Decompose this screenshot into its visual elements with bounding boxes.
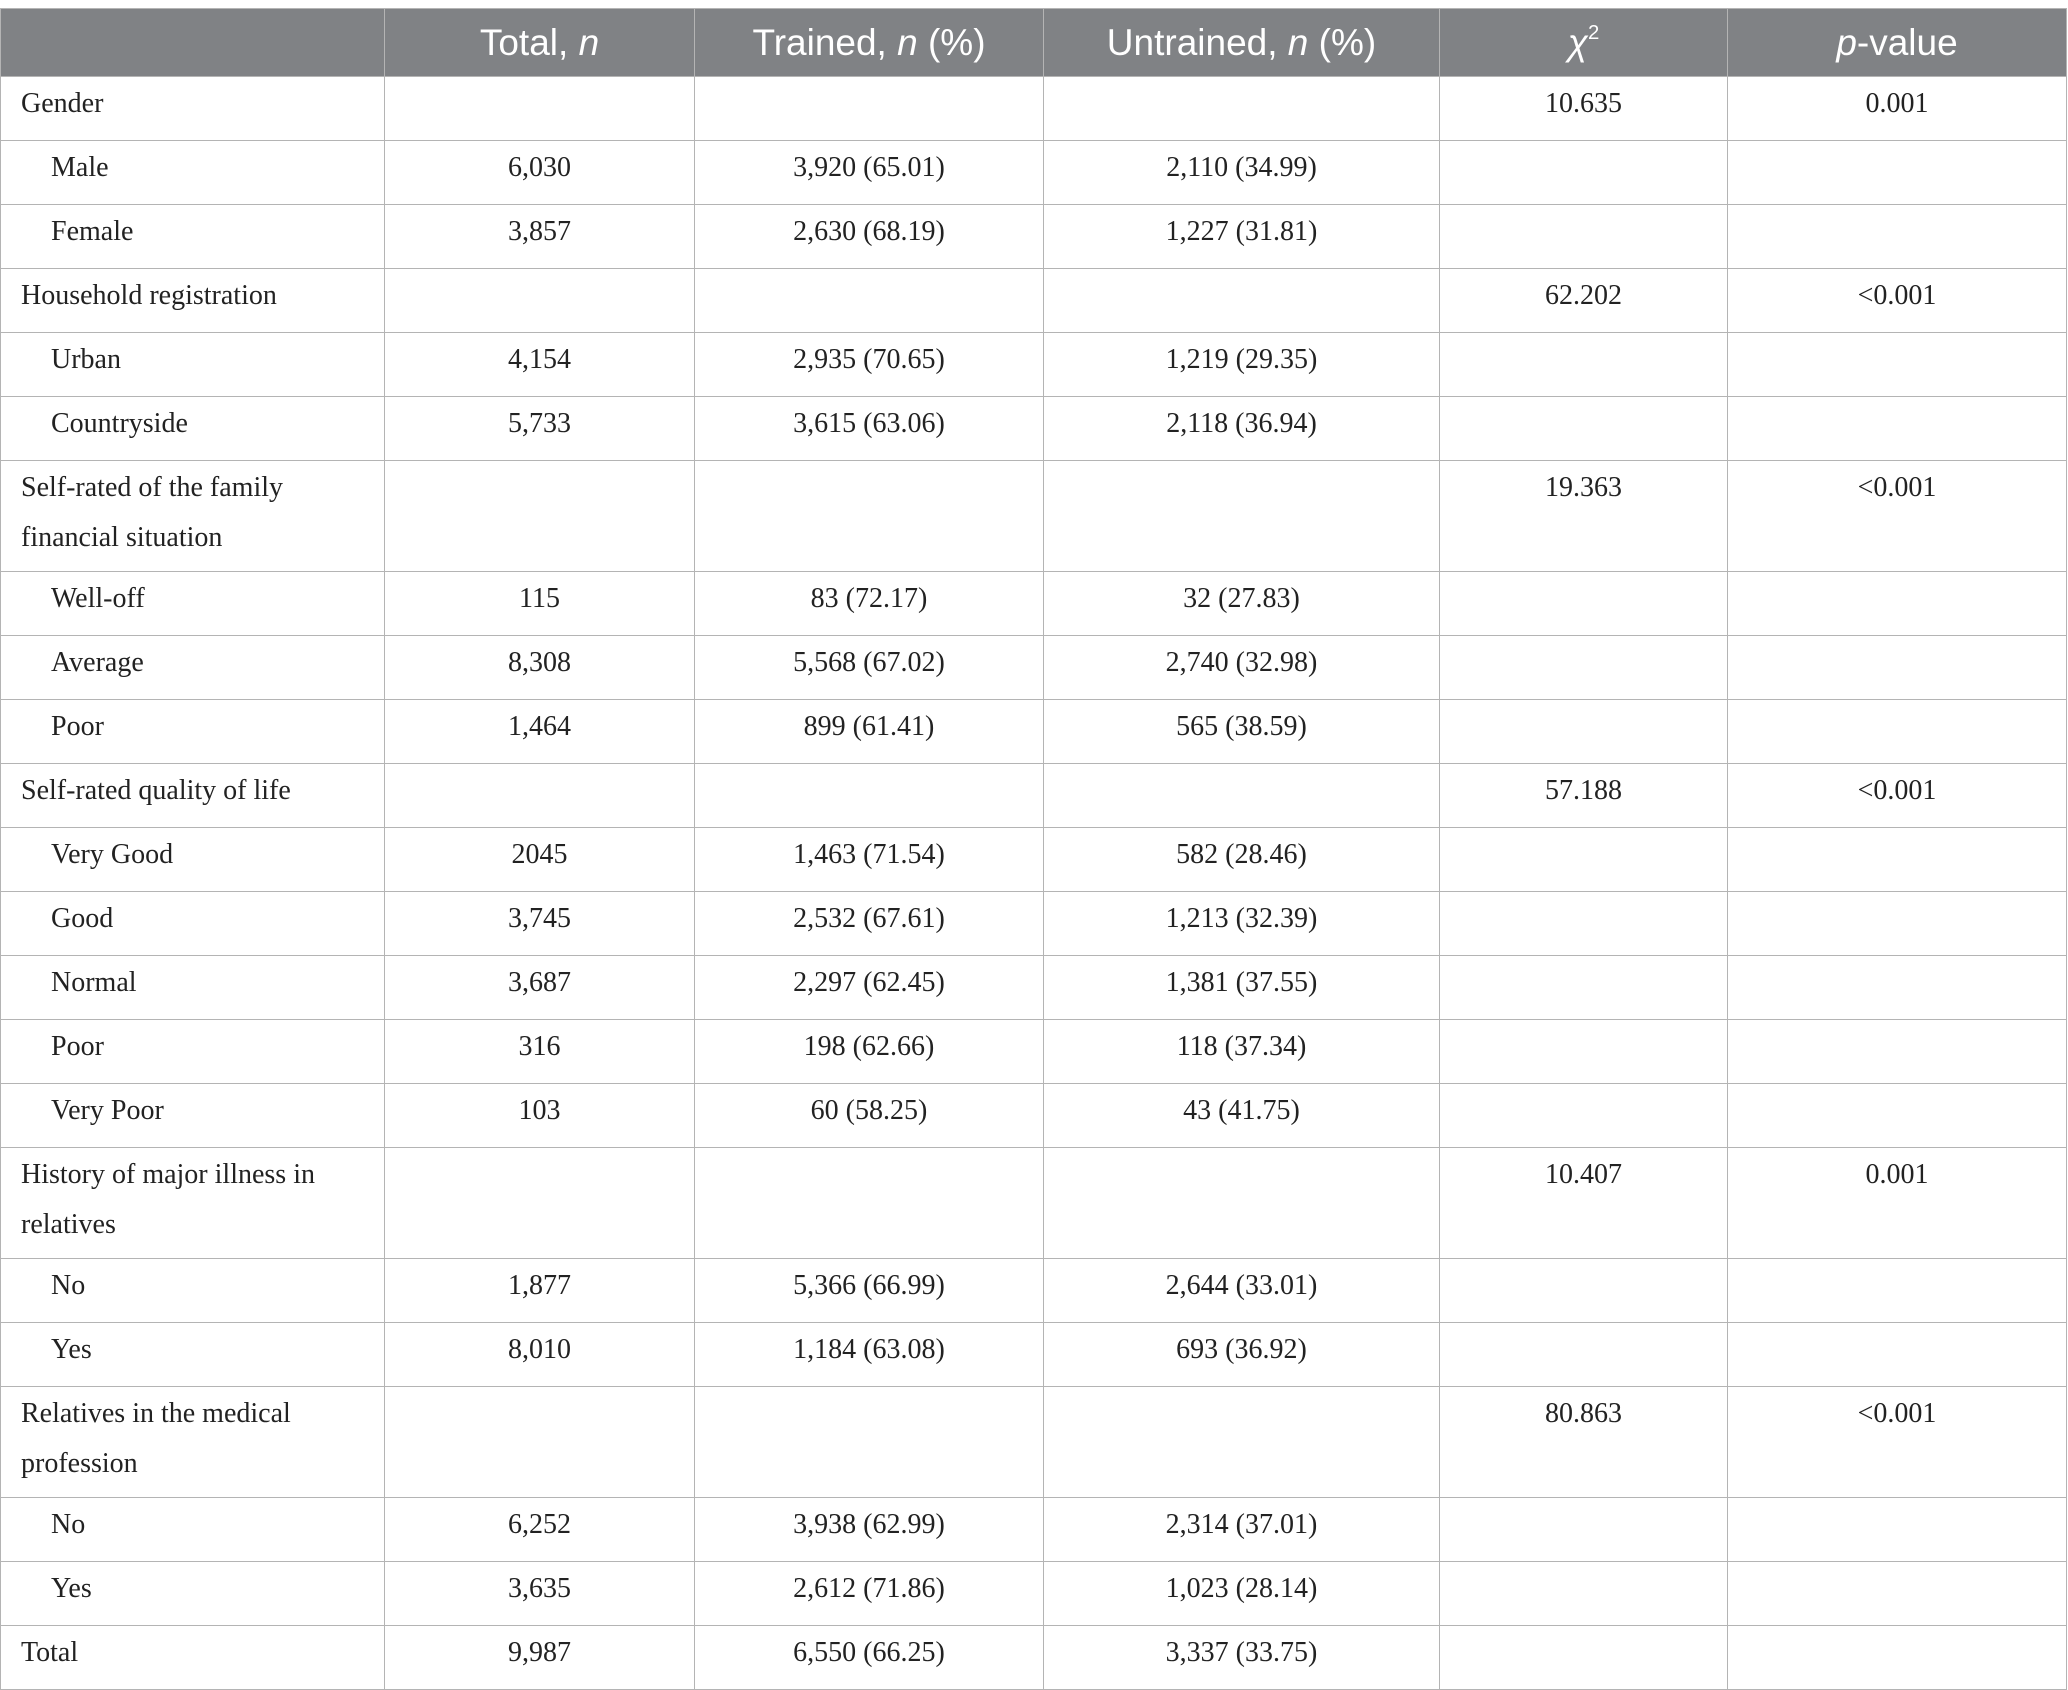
table-row xyxy=(1,764,2067,828)
table-row xyxy=(1,1498,2067,1562)
cell-p: 0.001 xyxy=(1728,77,2067,141)
header-untrained-text: Untrained, xyxy=(1106,21,1288,63)
cell-trained: 6,550 (66.25) xyxy=(695,1626,1044,1690)
cell-untrained: 2,314 (37.01) xyxy=(1044,1498,1440,1562)
cell-p xyxy=(1728,1259,2067,1323)
header-trained-n: n xyxy=(897,21,918,63)
cell-chi2 xyxy=(1440,1084,1728,1148)
cell-label: Very Good xyxy=(1,828,385,892)
cell-trained: 2,297 (62.45) xyxy=(695,956,1044,1020)
cell-total: 5,733 xyxy=(385,397,695,461)
header-row xyxy=(1,9,2067,77)
cell-p xyxy=(1728,700,2067,764)
cell-total: 3,745 xyxy=(385,892,695,956)
cell-chi2 xyxy=(1440,828,1728,892)
cell-chi2 xyxy=(1440,956,1728,1020)
cell-total: 103 xyxy=(385,1084,695,1148)
table-row xyxy=(1,1148,2067,1259)
cell-label: Average xyxy=(1,636,385,700)
cell-untrained: 565 (38.59) xyxy=(1044,700,1440,764)
cell-untrained: 43 (41.75) xyxy=(1044,1084,1440,1148)
table-row xyxy=(1,828,2067,892)
cell-trained: 3,615 (63.06) xyxy=(695,397,1044,461)
cell-p: 0.001 xyxy=(1728,1148,2067,1259)
cell-untrained xyxy=(1044,764,1440,828)
cell-untrained: 2,740 (32.98) xyxy=(1044,636,1440,700)
cell-p xyxy=(1728,956,2067,1020)
cell-trained xyxy=(695,1387,1044,1498)
cell-untrained: 1,213 (32.39) xyxy=(1044,892,1440,956)
cell-label: Female xyxy=(1,205,385,269)
cell-untrained: 2,110 (34.99) xyxy=(1044,141,1440,205)
cell-untrained: 32 (27.83) xyxy=(1044,572,1440,636)
table-row xyxy=(1,205,2067,269)
cell-label: Urban xyxy=(1,333,385,397)
cell-trained: 2,612 (71.86) xyxy=(695,1562,1044,1626)
table-row xyxy=(1,1626,2067,1690)
table-row xyxy=(1,1084,2067,1148)
cell-total xyxy=(385,269,695,333)
cell-p: <0.001 xyxy=(1728,1387,2067,1498)
table-row xyxy=(1,77,2067,141)
header-total-n: n xyxy=(578,21,600,63)
cell-label: Yes xyxy=(1,1323,385,1387)
cell-total xyxy=(385,1387,695,1498)
header-total-text: Total, xyxy=(479,21,579,63)
table-row xyxy=(1,1259,2067,1323)
cell-untrained xyxy=(1044,461,1440,572)
cell-chi2 xyxy=(1440,205,1728,269)
cell-total xyxy=(385,77,695,141)
cell-label: Normal xyxy=(1,956,385,1020)
cell-label: Self-rated of the family financial situation xyxy=(1,461,385,572)
cell-p xyxy=(1728,1626,2067,1690)
cell-label: Male xyxy=(1,141,385,205)
cell-label: Self-rated quality of life xyxy=(1,764,385,828)
cell-total: 4,154 xyxy=(385,333,695,397)
cell-total: 6,030 xyxy=(385,141,695,205)
cell-label: Poor xyxy=(1,1020,385,1084)
cell-untrained xyxy=(1044,1387,1440,1498)
cell-label: Total xyxy=(1,1626,385,1690)
header-blank-cell xyxy=(1,9,385,77)
cell-untrained: 1,381 (37.55) xyxy=(1044,956,1440,1020)
cell-chi2 xyxy=(1440,700,1728,764)
cell-total: 8,010 xyxy=(385,1323,695,1387)
cell-p: <0.001 xyxy=(1728,269,2067,333)
cell-trained: 2,532 (67.61) xyxy=(695,892,1044,956)
cell-label: Well-off xyxy=(1,572,385,636)
cell-untrained: 693 (36.92) xyxy=(1044,1323,1440,1387)
cell-label: Gender xyxy=(1,77,385,141)
cell-trained xyxy=(695,269,1044,333)
cell-total: 316 xyxy=(385,1020,695,1084)
header-p-value xyxy=(1728,9,2067,77)
cell-chi2 xyxy=(1440,1562,1728,1626)
cell-chi2: 19.363 xyxy=(1440,461,1728,572)
table-row xyxy=(1,1020,2067,1084)
cell-chi2 xyxy=(1440,1259,1728,1323)
table-row xyxy=(1,333,2067,397)
table-header xyxy=(1,9,2067,77)
table-row xyxy=(1,1387,2067,1498)
table-row xyxy=(1,892,2067,956)
cell-total: 6,252 xyxy=(385,1498,695,1562)
header-p-tail: -value xyxy=(1856,21,1958,63)
cell-untrained: 2,118 (36.94) xyxy=(1044,397,1440,461)
cell-label: Relatives in the medical profession xyxy=(1,1387,385,1498)
cell-trained: 3,938 (62.99) xyxy=(695,1498,1044,1562)
cell-label: Yes xyxy=(1,1562,385,1626)
cell-trained xyxy=(695,461,1044,572)
cell-chi2 xyxy=(1440,1498,1728,1562)
cell-untrained: 1,023 (28.14) xyxy=(1044,1562,1440,1626)
cell-chi2 xyxy=(1440,1323,1728,1387)
cell-untrained xyxy=(1044,269,1440,333)
cell-chi2: 10.635 xyxy=(1440,77,1728,141)
table-row xyxy=(1,397,2067,461)
table-row xyxy=(1,956,2067,1020)
cell-label: Good xyxy=(1,892,385,956)
table-row xyxy=(1,636,2067,700)
cell-chi2: 10.407 xyxy=(1440,1148,1728,1259)
cell-trained: 899 (61.41) xyxy=(695,700,1044,764)
cell-chi2: 57.188 xyxy=(1440,764,1728,828)
header-total xyxy=(385,9,695,77)
cell-p xyxy=(1728,397,2067,461)
cell-chi2: 80.863 xyxy=(1440,1387,1728,1498)
cell-total: 3,857 xyxy=(385,205,695,269)
cell-chi2 xyxy=(1440,1626,1728,1690)
cell-chi2 xyxy=(1440,572,1728,636)
header-untrained-n: n xyxy=(1287,21,1309,63)
cell-chi2 xyxy=(1440,397,1728,461)
cell-trained xyxy=(695,77,1044,141)
cell-untrained: 118 (37.34) xyxy=(1044,1020,1440,1084)
cell-p: <0.001 xyxy=(1728,461,2067,572)
header-trained-tail: (%) xyxy=(917,21,986,63)
cell-label: History of major illness in relatives xyxy=(1,1148,385,1259)
cell-p xyxy=(1728,1562,2067,1626)
cell-trained: 83 (72.17) xyxy=(695,572,1044,636)
statistics-table xyxy=(0,8,2067,1690)
cell-total xyxy=(385,764,695,828)
cell-chi2 xyxy=(1440,636,1728,700)
cell-total: 1,464 xyxy=(385,700,695,764)
cell-total: 9,987 xyxy=(385,1626,695,1690)
cell-untrained: 3,337 (33.75) xyxy=(1044,1626,1440,1690)
cell-total: 115 xyxy=(385,572,695,636)
cell-label: Poor xyxy=(1,700,385,764)
table-row xyxy=(1,1323,2067,1387)
cell-label: Household registration xyxy=(1,269,385,333)
header-chi-square xyxy=(1440,9,1728,77)
header-untrained-tail: (%) xyxy=(1308,21,1377,63)
cell-p xyxy=(1728,636,2067,700)
cell-trained: 1,463 (71.54) xyxy=(695,828,1044,892)
cell-label: Countryside xyxy=(1,397,385,461)
cell-total: 2045 xyxy=(385,828,695,892)
cell-total xyxy=(385,461,695,572)
cell-p xyxy=(1728,205,2067,269)
table-row xyxy=(1,269,2067,333)
cell-total: 8,308 xyxy=(385,636,695,700)
cell-trained: 1,184 (63.08) xyxy=(695,1323,1044,1387)
cell-chi2: 62.202 xyxy=(1440,269,1728,333)
cell-p xyxy=(1728,828,2067,892)
header-trained-text: Trained, xyxy=(752,21,898,63)
cell-trained: 60 (58.25) xyxy=(695,1084,1044,1148)
cell-trained xyxy=(695,764,1044,828)
header-untrained xyxy=(1044,9,1440,77)
cell-untrained: 1,219 (29.35) xyxy=(1044,333,1440,397)
cell-p xyxy=(1728,141,2067,205)
table-row xyxy=(1,572,2067,636)
cell-chi2 xyxy=(1440,333,1728,397)
cell-untrained: 1,227 (31.81) xyxy=(1044,205,1440,269)
cell-p xyxy=(1728,1498,2067,1562)
cell-chi2 xyxy=(1440,892,1728,956)
table-body xyxy=(1,77,2067,1690)
cell-trained: 3,920 (65.01) xyxy=(695,141,1044,205)
cell-trained: 2,630 (68.19) xyxy=(695,205,1044,269)
cell-trained: 2,935 (70.65) xyxy=(695,333,1044,397)
cell-p xyxy=(1728,572,2067,636)
cell-chi2 xyxy=(1440,1020,1728,1084)
cell-p xyxy=(1728,1020,2067,1084)
cell-trained: 198 (62.66) xyxy=(695,1020,1044,1084)
cell-untrained: 2,644 (33.01) xyxy=(1044,1259,1440,1323)
cell-p xyxy=(1728,892,2067,956)
cell-total: 1,877 xyxy=(385,1259,695,1323)
cell-total: 3,687 xyxy=(385,956,695,1020)
cell-p: <0.001 xyxy=(1728,764,2067,828)
cell-untrained xyxy=(1044,1148,1440,1259)
cell-p xyxy=(1728,333,2067,397)
cell-total xyxy=(385,1148,695,1259)
table-row xyxy=(1,700,2067,764)
cell-untrained xyxy=(1044,77,1440,141)
table-row xyxy=(1,461,2067,572)
header-chi-superscript: 2 xyxy=(1587,22,1600,45)
cell-p xyxy=(1728,1323,2067,1387)
cell-p xyxy=(1728,1084,2067,1148)
header-p-symbol: p xyxy=(1836,21,1857,63)
table-row xyxy=(1,141,2067,205)
cell-trained xyxy=(695,1148,1044,1259)
cell-chi2 xyxy=(1440,141,1728,205)
table-row xyxy=(1,1562,2067,1626)
cell-trained: 5,568 (67.02) xyxy=(695,636,1044,700)
header-chi-symbol: χ xyxy=(1567,21,1588,63)
cell-trained: 5,366 (66.99) xyxy=(695,1259,1044,1323)
cell-label: No xyxy=(1,1259,385,1323)
cell-label: Very Poor xyxy=(1,1084,385,1148)
cell-total: 3,635 xyxy=(385,1562,695,1626)
cell-untrained: 582 (28.46) xyxy=(1044,828,1440,892)
cell-label: No xyxy=(1,1498,385,1562)
header-trained xyxy=(695,9,1044,77)
